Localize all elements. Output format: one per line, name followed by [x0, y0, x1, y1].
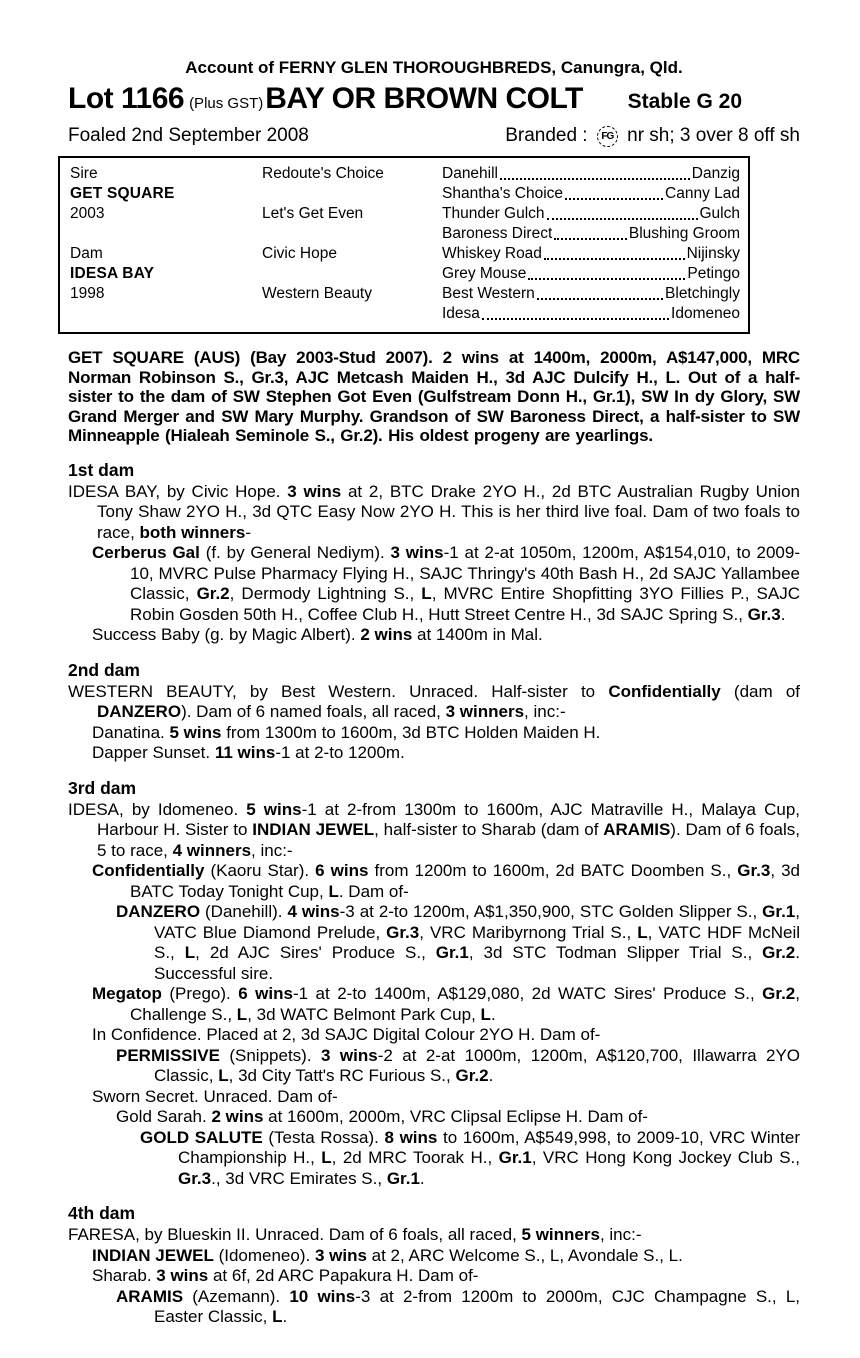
gen3-dam-name: Canny Lad	[665, 185, 740, 202]
dot-leader	[537, 284, 663, 300]
dot-leader	[554, 224, 627, 240]
gen3-sire-name: Baroness Direct	[442, 225, 553, 242]
gen3-sire-name: Danehill	[442, 165, 499, 182]
pedigree-gen1-cell: 2003	[70, 205, 105, 222]
pedigree-paragraph: In Confidence. Placed at 2, 3d SAJC Digital Colour 2YO H. Dam of-	[92, 1025, 601, 1044]
dam-heading: 2nd dam	[68, 659, 140, 680]
dam-heading: 3rd dam	[68, 777, 137, 798]
dot-leader	[482, 304, 669, 320]
dam-heading: 1st dam	[68, 459, 135, 480]
pedigree-gen2-cell: Redoute's Choice	[262, 165, 384, 182]
pedigree-paragraph: FARESA, by Blueskin II. Unraced. Dam of 6 foals, all raced, 5 winners, inc:-	[68, 1225, 642, 1244]
pedigree-paragraph: IDESA BAY, by Civic Hope. 3 wins at 2, BTC Drake 2YO H., 2d BTC Australian Rugby Union Tony Shaw 2YO H., 3d QTC Easy Now 2YO H. This is her third live foal. Dam of two foals to race, both winners-	[68, 481, 800, 542]
gen3-dam-name: Blushing Groom	[628, 225, 740, 242]
pedigree-paragraph: Danatina. 5 wins from 1300m to 1600m, 3d BTC Holden Maiden H.	[92, 722, 601, 742]
pedigree-gen1-cell: Sire	[70, 165, 98, 182]
gen3-dam-name: Gulch	[699, 205, 740, 222]
branded-description: nr sh; 3 over 8 off sh	[621, 125, 800, 146]
pedigree-paragraph: WESTERN BEAUTY, by Best Western. Unraced. Half-sister to Confidentially (dam of DANZERO). Dam of 6 named foals, all raced, 3 winners, inc:-	[68, 681, 800, 721]
pedigree-gen3-row	[442, 204, 740, 224]
pedigree-gen2-cell: Let's Get Even	[262, 205, 364, 222]
pedigree-gen2-cell	[262, 304, 442, 324]
branded-label: Branded :	[505, 125, 593, 146]
pedigree-paragraph: Success Baby (g. by Magic Albert). 2 wins at 1400m in Mal.	[92, 625, 543, 644]
pedigree-gen3-row	[442, 304, 740, 324]
dot-leader	[500, 164, 690, 180]
pedigree-gen1-cell	[70, 224, 262, 244]
pedigree-gen2-cell: Western Beauty	[262, 285, 372, 302]
pedigree-gen3-row	[442, 164, 740, 184]
pedigree-paragraph: Sworn Secret. Unraced. Dam of-	[92, 1086, 338, 1106]
gen3-sire-name: Whiskey Road	[442, 245, 542, 262]
pedigree-gen2-cell: Civic Hope	[262, 245, 337, 262]
pedigree-gen3-row	[442, 184, 740, 204]
pedigree-gen2-cell	[262, 224, 442, 244]
pedigree-gen3-row	[442, 264, 740, 284]
pedigree-paragraph: Confidentially (Kaoru Star). 6 wins from 1200m to 1600m, 2d BATC Doomben S., Gr.3, 3d BATC Today Tonight Cup, L. Dam of-	[92, 861, 800, 901]
dot-leader	[547, 204, 698, 220]
pedigree-table	[58, 156, 750, 334]
foaled-date: Foaled 2nd September 2008	[68, 125, 309, 146]
pedigree-gen2-cell	[262, 264, 442, 284]
pedigree-gen1-cell: 1998	[70, 285, 105, 302]
page-title: BAY OR BROWN COLT	[265, 82, 583, 115]
gen3-dam-name: Danzig	[691, 165, 740, 182]
pedigree-paragraph: DANZERO (Danehill). 4 wins-3 at 2-to 1200m, A$1,350,900, STC Golden Slipper S., Gr.1, VATC Blue Diamond Prelude, Gr.3, VRC Maribyrnong Trial S., L, VATC HDF McNeil S., L, 2d AJC Sires' Produce S., Gr.1, 3d STC Todman Slipper Trial S., Gr.2. Successful sire.	[116, 902, 801, 983]
sire-summary: GET SQUARE (AUS) (Bay 2003-Stud 2007). 2 wins at 1400m, 2000m, A$147,000, MRC Norman Robinson S., Gr.3, AJC Metcash Maiden H., 3d AJC Dulcify H., L. Out of a half-sister to the dam of SW Stephen Got Even (Gulfstream Donn H., Gr.1), SW In dy Glory, SW Grand Merger and SW Mary Murphy. Grandson of SW Baroness Direct, a half-sister to SW Minneapple (Hialeah Seminole S., Gr.2). His oldest progeny are yearlings.	[68, 348, 800, 445]
gen3-sire-name: Shantha's Choice	[442, 185, 564, 202]
pedigree-paragraph: INDIAN JEWEL (Idomeneo). 3 wins at 2, ARC Welcome S., L, Avondale S., L.	[92, 1245, 683, 1265]
pedigree-gen3-row	[442, 224, 740, 244]
gen3-dam-name: Bletchingly	[665, 285, 740, 302]
pedigree-paragraph: Gold Sarah. 2 wins at 1600m, 2000m, VRC Clipsal Eclipse H. Dam of-	[116, 1107, 648, 1126]
lot-number: Lot 1166	[68, 82, 185, 115]
pedigree-gen1-cell: GET SQUARE	[70, 185, 175, 202]
branded-info	[505, 124, 800, 148]
gen3-sire-name: Best Western	[442, 285, 535, 302]
stable-number: Stable G 20	[627, 90, 742, 113]
gen3-dam-name: Nijinsky	[686, 245, 740, 262]
pedigree-gen1-cell: IDESA BAY	[70, 265, 155, 282]
dot-leader	[565, 184, 663, 200]
gen3-sire-name: Grey Mouse	[442, 265, 527, 282]
gst-note: (Plus GST)	[189, 95, 264, 112]
dot-leader	[528, 264, 685, 280]
pedigree-paragraph: Cerberus Gal (f. by General Nediym). 3 wins-1 at 2-at 1050m, 1200m, A$154,010, to 2009-10, MVRC Pulse Pharmacy Flying H., SAJC Thringy's 40th Bash H., 2d SAJC Yallambee Classic, Gr.2, Dermody Lightning S., L, MVRC Entire Shopfitting 3YO Fillies P., SAJC Robin Gosden 50th H., Coffee Club H., Hutt Street Centre H., 3d SAJC Spring S., Gr.3.	[92, 543, 801, 624]
gen3-dam-name: Idomeneo	[671, 305, 740, 322]
gen3-sire-name: Thunder Gulch	[442, 205, 545, 222]
pedigree-paragraph: Dapper Sunset. 11 wins-1 at 2-to 1200m.	[92, 743, 405, 762]
pedigree-paragraph: GOLD SALUTE (Testa Rossa). 8 wins to 1600m, A$549,998, to 2009-10, VRC Winter Championship H., L, 2d MRC Toorak H., Gr.1, VRC Hong Kong Jockey Club S., Gr.3., 3d VRC Emirates S., Gr.1.	[140, 1127, 800, 1188]
dam-sections	[68, 460, 800, 1328]
pedigree-paragraph: IDESA, by Idomeneo. 5 wins-1 at 2-from 1300m to 1600m, AJC Matraville H., Malaya Cup, Harbour H. Sister to INDIAN JEWEL, half-sister to Sharab (dam of ARAMIS). Dam of 6 foals, 5 to race, 4 winners, inc:-	[68, 799, 801, 860]
gen3-sire-name: Idesa	[442, 305, 480, 322]
pedigree-gen2-cell	[262, 184, 442, 204]
dot-leader	[544, 244, 685, 260]
foaled-branded-line	[68, 124, 800, 148]
brand-mark-icon: FG	[597, 126, 618, 147]
pedigree-paragraph: PERMISSIVE (Snippets). 3 wins-2 at 2-at 1000m, 1200m, A$120,700, Illawarra 2YO Classic, L, 3d City Tatt's RC Furious S., Gr.2.	[116, 1045, 801, 1085]
pedigree-paragraph: ARAMIS (Azemann). 10 wins-3 at 2-from 1200m to 2000m, CJC Champagne S., L, Easter Classic, L.	[116, 1286, 800, 1326]
account-line: Account of FERNY GLEN THOROUGHBREDS, Canungra, Qld.	[185, 58, 683, 77]
pedigree-paragraph: Sharab. 3 wins at 6f, 2d ARC Papakura H. Dam of-	[92, 1266, 479, 1285]
gen3-dam-name: Petingo	[687, 265, 740, 282]
dam-heading: 4th dam	[68, 1203, 136, 1223]
pedigree-gen1-cell	[70, 304, 262, 324]
lot-header	[68, 83, 800, 120]
pedigree-gen3-row	[442, 244, 740, 264]
pedigree-gen1-cell: Dam	[70, 245, 103, 262]
pedigree-gen3-row	[442, 284, 740, 304]
pedigree-paragraph: Megatop (Prego). 6 wins-1 at 2-to 1400m, A$129,080, 2d WATC Sires' Produce S., Gr.2, Challenge S., L, 3d WATC Belmont Park Cup, L.	[92, 984, 800, 1024]
